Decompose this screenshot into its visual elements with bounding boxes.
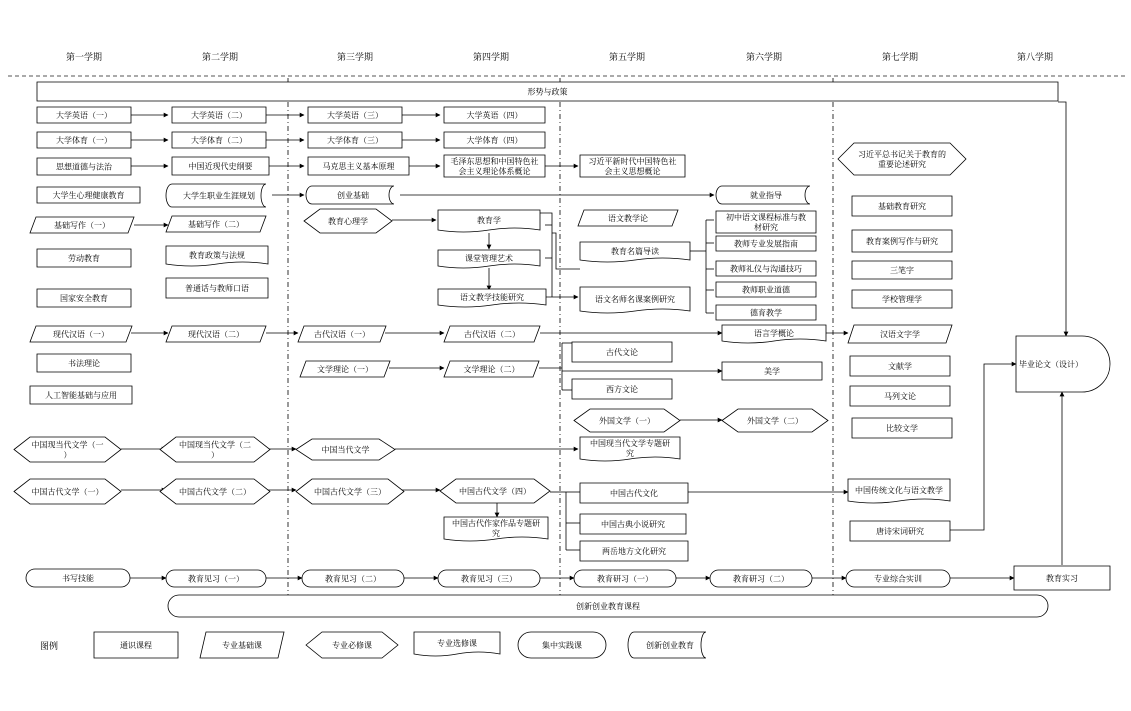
course-modern-chinese1 [30,326,132,342]
node-label: 教育案例写作与研究 [866,236,938,246]
course-english1 [37,107,131,123]
node-label: 教育研习（二） [733,574,789,584]
course-anc-lit2 [160,479,270,504]
node-label: 三笔字 [890,265,914,275]
course-basic-writing1 [30,217,134,233]
course-practice1 [166,570,266,587]
legend-shapes [94,632,706,658]
course-innovation-course [168,595,1048,617]
node-label: 美学 [764,366,780,376]
course-legend-0 [94,632,178,658]
course-modern-history [172,157,269,175]
node-label: 德育教学 [750,308,782,318]
node-label: 毛泽东思想和中国特色社会主义理论体系概论 [450,156,539,176]
course-contemporary [296,439,395,460]
node-label: 大学体育（四） [466,135,523,145]
node-label: 创新创业教育 [646,640,694,650]
course-aesthetics [722,362,822,380]
course-innovation-basic [306,186,394,204]
node-label: 中国现当代文学（一） [31,440,104,460]
semester-2-header: 第二学期 [201,53,239,63]
node-label: 中国古典小说研究 [601,519,665,529]
node-label: 教师礼仪与沟通技巧 [730,264,802,274]
node-label: 文学理论（二） [463,364,520,374]
node-label: 中国当代文学 [321,445,370,455]
course-teaching-skills [438,289,546,307]
course-curriculum-std [716,211,816,233]
course-teacher-ethics [716,282,816,297]
course-foreign-lit1 [574,409,680,432]
course-morality [37,158,131,175]
node-label: 大学生职业生涯规划 [183,191,255,201]
node-label: 基础写作（二） [188,219,244,229]
node-label: 学校管理学 [882,294,922,304]
course-legend-3 [414,632,500,656]
node-label: 专业综合实训 [874,574,922,584]
course-teacher-dev [716,236,816,251]
course-teacher-etiquette [716,261,816,276]
node-label: 古代汉语（二） [464,329,520,339]
node-label: 习近平总书记关于教育的重要论述研究 [858,149,946,169]
course-moral-edu [716,305,816,320]
node-label: 初中语文课程标准与教材研究 [726,212,806,232]
course-anc-culture [580,483,688,503]
course-anc-lit1 [14,479,121,504]
course-pe4 [444,132,545,148]
node-label: 国家安全教育 [60,293,108,303]
semester-5-header: 第五学期 [608,53,646,63]
course-english4 [444,107,545,123]
node-label: 课堂管理艺术 [465,253,513,263]
node-label: 中国古代文学（三） [314,487,386,497]
node-label: 教育研习（一） [597,574,653,584]
course-pe2 [172,132,266,148]
course-foreign-lit2 [722,409,828,432]
node-label: 大学体育（二） [191,135,247,145]
course-school-mgmt [852,290,952,308]
course-anc-lit4 [440,479,550,503]
course-ancient-chinese2 [444,326,540,342]
course-xi-thought [580,155,685,177]
semester-3-header: 第三学期 [336,53,374,63]
node-label: 中国古代文学（一） [31,487,104,497]
node-label: 毕业论文（设计） [1019,359,1083,369]
node-label: 教育心理学 [328,216,368,226]
course-pe1 [37,132,131,148]
node-label: 就业指导 [750,190,782,200]
node-label: 教育见习（三） [461,574,517,584]
node-label: 比较文学 [886,423,918,433]
node-label: 马克思主义基本原理 [322,161,395,171]
course-modern-chinese2 [166,326,266,342]
course-thesis [1016,336,1110,392]
course-employment-guide [716,186,810,204]
course-ancient-chinese1 [298,326,386,342]
node-label: 中国现当代文学专题研究 [590,438,670,458]
course-anc-authors [444,517,548,541]
course-bibliography [850,356,950,376]
node-label: 现代汉语（二） [188,329,244,339]
course-classic-novels [580,514,686,534]
node-label: 创业基础 [337,190,369,200]
course-mandarin [166,278,268,298]
node-label: 大学英语（四） [466,110,523,120]
course-edu-policy [166,246,268,266]
course-research1 [574,570,676,587]
node-label: 基础写作（一） [54,220,110,230]
course-practice2 [302,570,404,587]
course-cmod-topics [580,437,680,461]
node-label: 专业基础课 [222,640,262,650]
node-label: 古代汉语（一） [314,329,370,339]
node-label: 大学英语（二） [191,110,247,120]
semester-headers [66,51,1053,63]
course-three-scripts [852,261,952,279]
node-label: 西方文论 [606,384,638,394]
course-basic-writing2 [166,216,266,232]
node-label: 中国传统文化与语文教学 [855,485,943,495]
semester-4-header: 第四学期 [472,53,510,63]
node-label: 通识课程 [120,640,152,650]
node-label: 两岳地方文化研究 [602,546,666,556]
course-calligraphy-theory [37,354,131,372]
course-local-culture [580,541,688,561]
course-chinese-masters [580,242,690,262]
course-legend-1 [200,632,284,658]
node-label: 教育见习（二） [325,574,381,584]
node-label: 普通话与教师口语 [185,283,249,293]
semester-8-header: 第八学期 [1016,53,1054,63]
node-label: 外国文学（一） [599,416,655,426]
course-trad-culture [848,479,950,503]
course-western-lit-theory [572,379,672,399]
node-label: 专业必修课 [332,640,372,650]
node-label: 基础教育研究 [878,201,926,211]
semester-7-header: 第七学期 [881,53,919,63]
node-label: 中国现当代文学（二） [179,440,251,460]
node-label: 文献学 [888,361,912,371]
course-pedagogy [438,210,540,232]
node-label: 教师专业发展指南 [734,239,798,249]
course-linguistics [722,325,826,343]
node-label: 大学英语（一） [56,110,112,120]
course-practice3 [438,570,540,587]
node-label: 现代汉语（一） [53,329,109,339]
node-label: 语文教学技能研究 [460,292,524,302]
node-label: 中国古代文学（二） [179,487,251,497]
semester-1-header: 第一学期 [65,53,103,63]
legend [40,640,58,652]
course-cmod1 [14,437,121,462]
course-ancient-lit-theory [572,342,672,362]
node-label: 中国古代文化 [610,488,658,498]
node-label: 人工智能基础与应用 [45,390,117,400]
course-philology [848,325,952,343]
node-label: 语文名师名课案例研究 [595,294,675,304]
course-legend-5 [628,632,706,658]
course-ai [30,386,132,404]
course-english3 [308,107,402,123]
node-label: 汉语文字学 [880,329,920,339]
node-label: 教师职业道德 [742,285,790,295]
course-mental-health [37,187,140,203]
node-label: 大学体育（三） [327,135,383,145]
course-masters-cases [580,287,690,313]
node-label: 文学理论（一） [317,364,373,374]
node-label: 唐诗宋词研究 [876,526,924,536]
node-label: 教育学 [477,215,501,225]
node-label: 书法理论 [68,358,100,368]
course-internship [1014,566,1110,590]
node-label: 思想道德与法治 [56,162,112,172]
node-label: 教育实习 [1046,573,1078,583]
node-label: 教育政策与法规 [189,250,245,260]
course-pe3 [308,132,402,148]
course-career-planning [166,184,266,207]
node-label: 创新创业教育课程 [576,601,640,611]
course-basic-edu-research [852,196,952,216]
course-lit-theory2 [444,361,539,377]
course-labor-edu [37,249,131,267]
course-anc-lit3 [296,479,404,504]
course-cmod2 [160,437,270,462]
course-marxist-lit [850,386,950,406]
course-xi-education [838,143,966,175]
node-label: 中国古代作家作品专题研究 [452,518,540,538]
node-label: 古代文论 [606,347,638,357]
course-case-writing [852,230,952,252]
node-label: 教育见习（一） [188,574,244,584]
node-label: 大学生心理健康教育 [52,190,125,200]
course-chinese-pedagogy [578,210,678,226]
node-label: 专业选修课 [437,638,477,648]
course-comparative-lit [852,418,952,438]
course-comprehensive [846,570,950,587]
course-top-banner [37,82,1058,101]
node-label: 形势与政策 [527,87,568,97]
semester-6-header: 第六学期 [745,53,783,63]
course-maoism [444,155,545,177]
node-label: 教育名篇导读 [611,246,659,256]
course-english2 [172,107,266,123]
node-label: 劳动教育 [68,253,100,263]
node-label: 集中实践课 [542,640,582,650]
node-label: 语言学概论 [754,328,794,338]
course-classroom-mgmt [438,250,540,268]
node-label: 大学英语（三） [327,110,383,120]
course-edu-psychology [304,209,392,233]
node-label: 马列文论 [884,391,916,401]
node-label: 大学体育（一） [56,135,112,145]
node-label: 外国文学（二） [747,416,803,426]
course-tang-song [850,521,950,541]
node-label: 语文教学论 [608,213,648,223]
legend-title: 图例 [40,642,59,652]
course-lit-theory1 [300,361,390,377]
course-legend-2 [306,632,398,658]
node-label: 习近平新时代中国特色社会主义思想概论 [588,156,677,176]
course-calligraphy-skill [26,569,130,587]
node-label: 中国古代文学（四） [459,486,531,496]
node-label: 中国近现代史纲要 [188,161,253,171]
course-marxism [308,157,409,175]
course-national-security [37,289,131,307]
course-research2 [710,570,812,587]
node-label: 书写技能 [62,573,94,583]
course-legend-4 [518,632,606,658]
